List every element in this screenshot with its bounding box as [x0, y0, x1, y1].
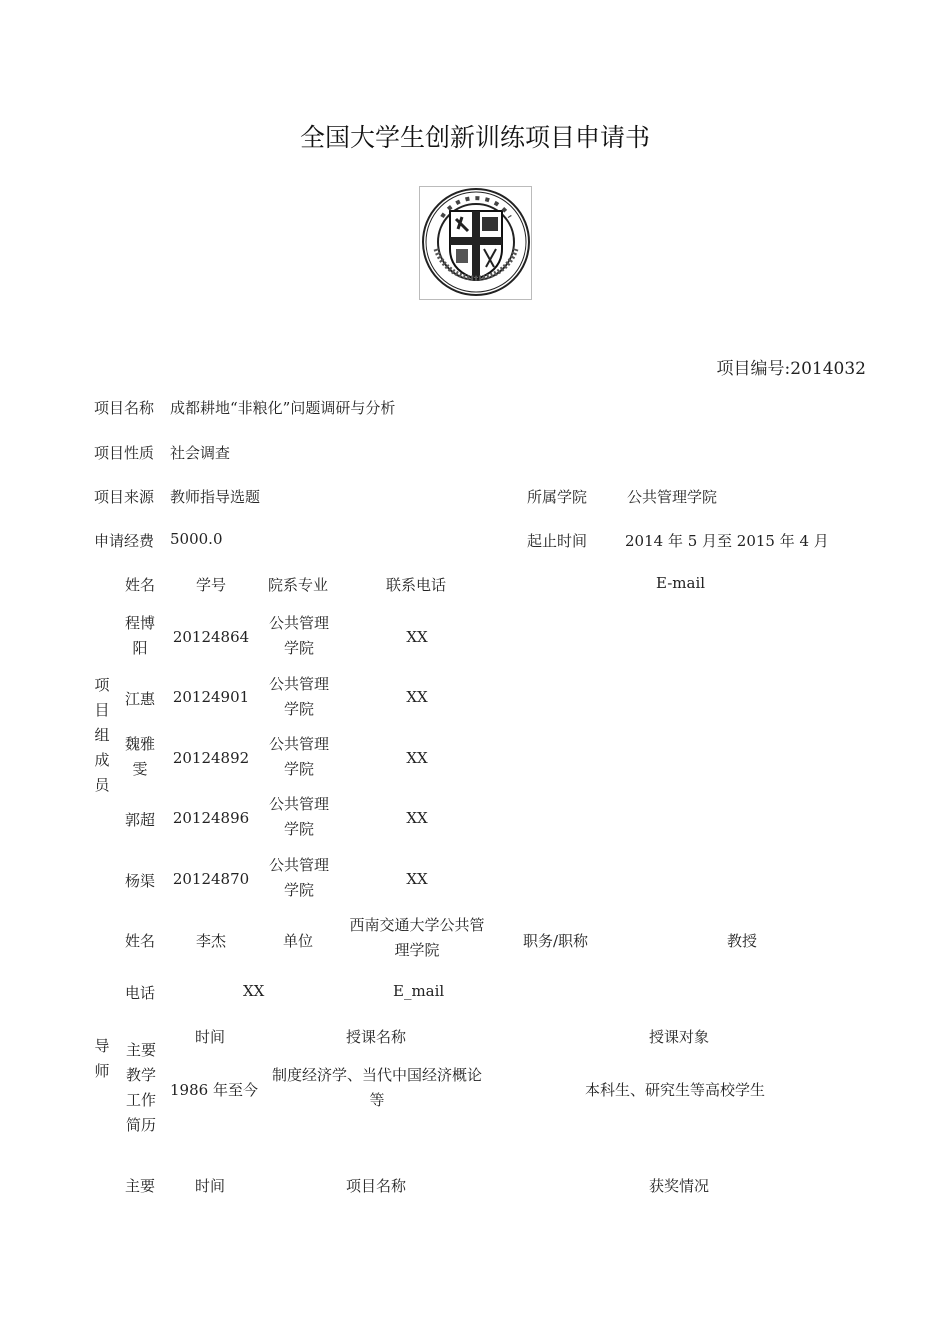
- teaching-section-label: 主要 教学 工作 简历: [125, 1041, 156, 1134]
- member-name: 杨渠: [124, 872, 155, 890]
- project-name-label: 项目名称: [94, 399, 155, 417]
- members-header-phone: 联系电话: [386, 576, 447, 594]
- project-nature-label: 项目性质: [94, 444, 155, 462]
- member-id: 20124892: [172, 749, 250, 767]
- member-id: 20124864: [172, 628, 250, 646]
- teaching-time: 1986 年至今: [170, 1081, 258, 1099]
- period-label: 起止时间: [527, 532, 588, 550]
- member-dept: 公共管理 学院: [268, 614, 329, 657]
- funds-value: 5000.0: [170, 530, 223, 548]
- member-id: 20124896: [172, 809, 250, 827]
- member-phone: XX: [406, 870, 428, 888]
- projects-section-label: 主要: [125, 1177, 156, 1195]
- member-dept: 公共管理 学院: [268, 735, 329, 778]
- teaching-header-time: 时间: [195, 1028, 226, 1046]
- member-name: 江惠: [124, 690, 155, 708]
- advisor-unit-label: 单位: [283, 932, 314, 950]
- advisor-unit-value: 西南交通大学公共管 理学院: [349, 916, 485, 959]
- projects-header-time: 时间: [195, 1177, 226, 1195]
- advisor-title-value: 教授: [727, 932, 758, 950]
- teaching-header-course: 授课名称: [346, 1028, 407, 1046]
- members-group-label: 项 目 组 成 员: [94, 676, 110, 794]
- teaching-header-audience: 授课对象: [649, 1028, 710, 1046]
- teaching-course: 制度经济学、当代中国经济概论 等: [271, 1066, 482, 1109]
- member-id: 20124870: [172, 870, 250, 888]
- projects-header-name: 项目名称: [346, 1177, 407, 1195]
- members-header-name: 姓名: [125, 576, 156, 594]
- member-dept: 公共管理 学院: [268, 795, 329, 838]
- advisor-email-label: E_mail: [393, 982, 445, 1000]
- teaching-audience: 本科生、研究生等高校学生: [585, 1081, 766, 1099]
- member-dept: 公共管理 学院: [268, 675, 329, 718]
- project-source-value: 教师指导选题: [170, 488, 261, 506]
- member-dept: 公共管理 学院: [268, 856, 329, 899]
- advisor-phone-value: XX: [243, 982, 265, 1000]
- document-title: 全国大学生创新训练项目申请书: [299, 123, 650, 152]
- member-id: 20124901: [172, 688, 250, 706]
- project-source-label: 项目来源: [94, 488, 155, 506]
- member-name: 魏雅 雯: [124, 735, 155, 778]
- members-header-email: E-mail: [656, 574, 706, 592]
- members-header-id: 学号: [196, 576, 227, 594]
- university-seal-logo: [419, 186, 532, 300]
- member-phone: XX: [406, 749, 428, 767]
- member-name: 郭超: [124, 811, 155, 829]
- funds-label: 申请经费: [94, 532, 155, 550]
- project-number: 项目编号:2014032: [716, 359, 866, 379]
- member-phone: XX: [406, 688, 428, 706]
- university-seal-icon: [420, 187, 531, 299]
- college-value: 公共管理学院: [627, 488, 718, 506]
- advisor-name-label: 姓名: [125, 932, 156, 950]
- advisor-group-label: 导 师: [94, 1037, 110, 1080]
- member-name: 程博 阳: [124, 614, 155, 657]
- member-phone: XX: [406, 809, 428, 827]
- advisor-title-label: 职务/职称: [523, 932, 589, 950]
- advisor-phone-label: 电话: [125, 984, 156, 1002]
- members-header-dept: 院系专业: [268, 576, 329, 594]
- project-name-value: 成都耕地“非粮化”问题调研与分析: [170, 399, 396, 417]
- projects-header-award: 获奖情况: [649, 1177, 710, 1195]
- advisor-name-value: 李杰: [196, 932, 227, 950]
- college-label: 所属学院: [527, 488, 588, 506]
- period-value: 2014 年 5 月至 2015 年 4 月: [625, 532, 829, 550]
- project-nature-value: 社会调查: [170, 444, 231, 462]
- member-phone: XX: [406, 628, 428, 646]
